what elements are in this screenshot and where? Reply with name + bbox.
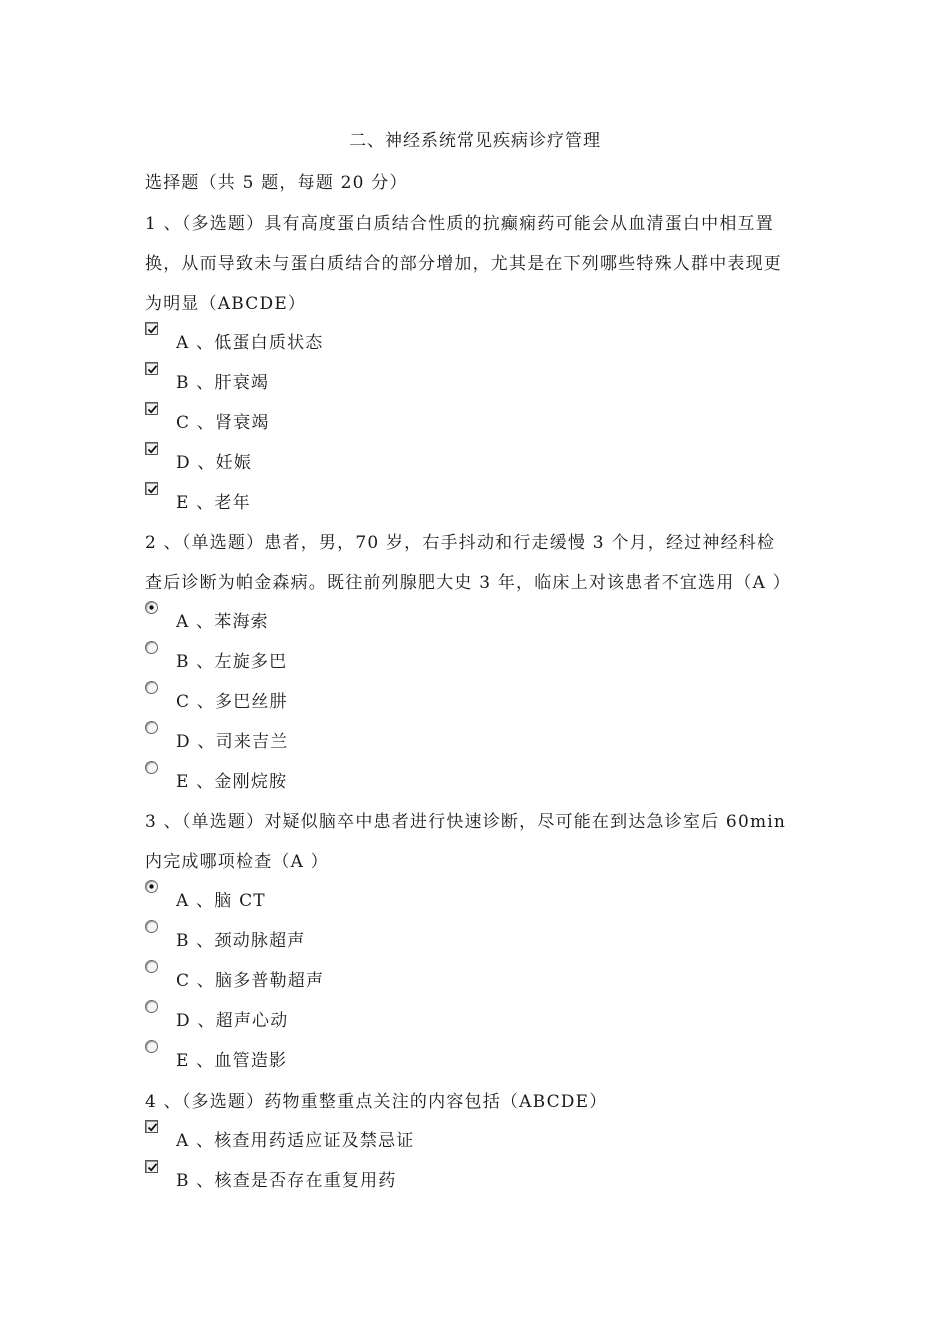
radio-icon[interactable] [145,1000,158,1013]
question-1-text-line-1: 1 、（多选题）具有高度蛋白质结合性质的抗癫痫药可能会从血清蛋白中相互置 [145,214,774,234]
option-label: D 、妊娠 [176,453,253,473]
option-label: D 、超声心动 [176,1011,289,1031]
checked-checkbox-icon[interactable] [145,1120,158,1133]
checked-checkbox-icon[interactable] [145,482,158,495]
question-3-option-c[interactable] [145,960,545,990]
question-1-text-line-3: 为明显（ABCDE） [145,294,307,314]
selected-radio-icon[interactable] [145,880,158,893]
checked-checkbox-icon[interactable] [145,442,158,455]
option-label: E 、老年 [176,493,251,513]
question-2-text-line-1: 2 、（单选题）患者，男，70 岁，右手抖动和行走缓慢 3 个月，经过神经科检 [145,533,776,553]
radio-icon[interactable] [145,960,158,973]
question-4-text-line-1: 4 、（多选题）药物重整重点关注的内容包括（ABCDE） [145,1092,608,1112]
question-2-text-line-2: 查后诊断为帕金森病。既往前列腺肥大史 3 年，临床上对该患者不宜选用（A ） [145,573,791,593]
option-label: A 、苯海索 [176,612,269,632]
question-3-option-e[interactable] [145,1040,545,1070]
option-label: B 、核查是否存在重复用药 [176,1171,397,1191]
question-3-option-d[interactable] [145,1000,545,1030]
question-2-option-b[interactable] [145,641,545,671]
document-title: 二、神经系统常见疾病诊疗管理 [349,131,601,151]
checked-checkbox-icon[interactable] [145,1160,158,1173]
question-1-option-b[interactable] [145,362,545,392]
question-2-option-c[interactable] [145,681,545,711]
option-label: D 、司来吉兰 [176,732,289,752]
option-label: A 、核查用药适应证及禁忌证 [176,1131,415,1151]
question-2-option-d[interactable] [145,721,545,751]
option-label: C 、脑多普勒超声 [176,971,325,991]
question-4-option-b[interactable] [145,1160,545,1190]
radio-icon[interactable] [145,1040,158,1053]
option-label: B 、左旋多巴 [176,652,288,672]
checked-checkbox-icon[interactable] [145,402,158,415]
question-3-text-line-1: 3 、（单选题）对疑似脑卒中患者进行快速诊断，尽可能在到达急诊室后 60min [145,812,787,832]
question-1-text-line-2: 换，从而导致未与蛋白质结合的部分增加，尤其是在下列哪些特殊人群中表现更 [145,254,782,274]
radio-icon[interactable] [145,681,158,694]
option-label: C 、多巴丝肼 [176,692,288,712]
question-1-option-e[interactable] [145,482,545,512]
selected-radio-icon[interactable] [145,601,158,614]
option-label: C 、肾衰竭 [176,413,270,433]
question-3-option-a[interactable] [145,880,545,910]
radio-icon[interactable] [145,920,158,933]
question-3-option-b[interactable] [145,920,545,950]
radio-icon[interactable] [145,641,158,654]
option-label: A 、脑 CT [176,891,266,911]
question-1-option-c[interactable] [145,402,545,432]
question-3-text-line-2: 内完成哪项检查（A ） [145,852,329,872]
option-label: B 、肝衰竭 [176,373,270,393]
checked-checkbox-icon[interactable] [145,362,158,375]
checked-checkbox-icon[interactable] [145,322,158,335]
question-2-option-a[interactable] [145,601,545,631]
question-4-option-a[interactable] [145,1120,545,1150]
option-label: A 、低蛋白质状态 [176,333,324,353]
radio-icon[interactable] [145,761,158,774]
question-1-option-d[interactable] [145,442,545,472]
option-label: E 、金刚烷胺 [176,772,288,792]
option-label: B 、颈动脉超声 [176,931,306,951]
question-2-option-e[interactable] [145,761,545,791]
section-heading: 选择题（共 5 题，每题 20 分） [145,173,408,193]
question-1-option-a[interactable] [145,322,545,352]
radio-icon[interactable] [145,721,158,734]
option-label: E 、血管造影 [176,1051,288,1071]
